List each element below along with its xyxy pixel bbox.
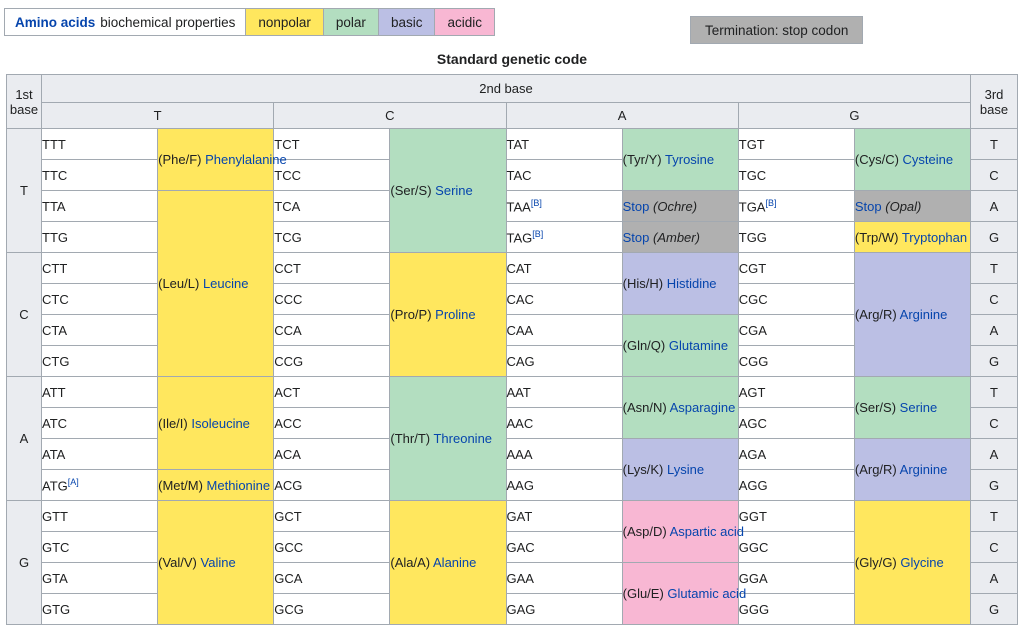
codon-AGG: AGG xyxy=(738,470,854,501)
codon-TGC: TGC xyxy=(738,160,854,191)
aa-name-thr[interactable]: Threonine xyxy=(433,431,493,446)
aa-name-tyr[interactable]: Tyrosine xyxy=(665,152,715,167)
stop-label-opal[interactable]: Stop xyxy=(854,198,882,214)
codon-AAC: AAC xyxy=(506,408,622,439)
third-base-A-1: A xyxy=(971,191,1018,222)
codon-TTC: TTC xyxy=(42,160,158,191)
aa-code-val: (Val/V) xyxy=(158,555,197,570)
aa-code-ala: (Ala/A) xyxy=(390,555,431,570)
codon-TAA-text: TAA xyxy=(506,199,531,215)
codon-GTG: GTG xyxy=(42,594,158,625)
codon-CCG: CCG xyxy=(274,346,390,377)
codon-CGT: CGT xyxy=(738,253,854,284)
aa-name-asn[interactable]: Asparagine xyxy=(669,400,736,415)
aa-name-trp[interactable]: Tryptophan xyxy=(901,229,968,245)
third-base-G-3: G xyxy=(971,470,1018,501)
codon-CCC: CCC xyxy=(274,284,390,315)
aa-name-ile[interactable]: Isoleucine xyxy=(191,415,250,431)
codon-CGC: CGC xyxy=(738,284,854,315)
codon-TGG: TGG xyxy=(738,222,854,253)
stop-amber xyxy=(622,222,738,253)
ref-met-ATG[interactable]: [A] xyxy=(67,476,79,487)
third-base-G-1: G xyxy=(971,222,1018,253)
aa-proline xyxy=(390,253,506,377)
header-first-base-line2: base xyxy=(9,101,39,117)
codon-TAA xyxy=(506,191,622,222)
aa-name-lys[interactable]: Lysine xyxy=(666,462,705,477)
codon-TGT: TGT xyxy=(738,129,854,160)
aa-name-arg-c[interactable]: Arginine xyxy=(899,307,948,322)
header-2nd-base-T: T xyxy=(42,103,274,129)
genetic-code-page xyxy=(0,8,1024,642)
codon-CAA: CAA xyxy=(506,315,622,346)
codon-ATA: ATA xyxy=(42,439,158,470)
header-second-base: 2nd base xyxy=(42,75,971,103)
codon-GCG: GCG xyxy=(274,594,390,625)
first-base-C: C xyxy=(7,253,42,377)
first-base-T: T xyxy=(7,129,42,253)
codon-CAC: CAC xyxy=(506,284,622,315)
codon-ATG-text: ATG xyxy=(42,478,68,494)
aa-serine-T xyxy=(390,129,506,253)
codon-AAT: AAT xyxy=(506,377,622,408)
codon-GAG: GAG xyxy=(506,594,622,625)
legend-chip-nonpolar: nonpolar xyxy=(246,8,324,36)
aa-code-his: (His/H) xyxy=(622,276,664,291)
third-base-C-1: C xyxy=(971,160,1018,191)
codon-ACG: ACG xyxy=(274,470,390,501)
codon-TCG: TCG xyxy=(274,222,390,253)
first-base-A: A xyxy=(7,377,42,501)
codon-TCC: TCC xyxy=(274,160,390,191)
third-base-G-2: G xyxy=(971,346,1018,377)
header-first-base-line1: 1st xyxy=(15,86,33,102)
codon-TCT: TCT xyxy=(274,129,390,160)
header-2nd-base-A: A xyxy=(506,103,738,129)
aa-code-ile: (Ile/I) xyxy=(158,415,188,431)
third-base-G-4: G xyxy=(971,594,1018,625)
aa-histidine xyxy=(622,253,738,315)
aa-glutamine xyxy=(622,315,738,377)
codon-GTC: GTC xyxy=(42,532,158,563)
aa-aspartic-acid xyxy=(622,501,745,563)
header-2nd-base-C: C xyxy=(274,103,506,129)
third-base-T-3: T xyxy=(971,377,1018,408)
aa-code-tyr: (Tyr/Y) xyxy=(622,152,662,167)
table-row xyxy=(7,191,1018,222)
codon-ATC: ATC xyxy=(42,408,158,439)
ref-stop-TAG[interactable]: [B] xyxy=(532,228,544,239)
codon-GAT: GAT xyxy=(506,501,622,532)
third-base-A-2: A xyxy=(971,315,1018,346)
aa-name-met[interactable]: Methionine xyxy=(206,477,271,493)
aa-threonine xyxy=(390,377,506,501)
table-header-row-1 xyxy=(7,75,1018,103)
aa-name-his[interactable]: Histidine xyxy=(666,276,717,291)
aa-code-asp: (Asp/D) xyxy=(622,524,667,539)
codon-AAG: AAG xyxy=(506,470,622,501)
standard-genetic-code-table xyxy=(6,74,1018,625)
aa-cysteine xyxy=(854,129,970,191)
codon-ACC: ACC xyxy=(274,408,390,439)
codon-CGG: CGG xyxy=(738,346,854,377)
aa-code-met: (Met/M) xyxy=(158,477,203,493)
aa-arginine-A xyxy=(854,439,970,501)
codon-GGT: GGT xyxy=(738,501,854,532)
stop-ochre xyxy=(622,191,738,222)
third-base-A-4: A xyxy=(971,563,1018,594)
codon-TTT: TTT xyxy=(42,129,158,160)
aa-code-trp: (Trp/W) xyxy=(854,229,899,245)
aa-name-phe[interactable]: Phenylalanine xyxy=(205,152,287,167)
codon-AGT: AGT xyxy=(738,377,854,408)
codon-TGA xyxy=(738,191,854,222)
aa-serine-A xyxy=(854,377,970,439)
codon-CTG: CTG xyxy=(42,346,158,377)
codon-GGA: GGA xyxy=(738,563,854,594)
stop-label-ochre[interactable]: Stop xyxy=(622,198,650,214)
aa-asparagine xyxy=(622,377,738,439)
codon-CAT: CAT xyxy=(506,253,622,284)
aa-name-gln[interactable]: Glutamine xyxy=(668,338,729,353)
aa-name-glu[interactable]: Glutamic acid xyxy=(667,586,747,601)
table-row xyxy=(7,377,1018,408)
third-base-T-2: T xyxy=(971,253,1018,284)
codon-CAG: CAG xyxy=(506,346,622,377)
codon-CCA: CCA xyxy=(274,315,390,346)
aa-lysine xyxy=(622,439,738,501)
codon-GAA: GAA xyxy=(506,563,622,594)
aa-name-leu[interactable]: Leucine xyxy=(202,276,249,291)
aa-code-cys: (Cys/C) xyxy=(854,152,899,167)
aa-valine xyxy=(158,501,274,625)
codon-TGA-text: TGA xyxy=(738,199,766,215)
third-base-C-2: C xyxy=(971,284,1018,315)
third-base-A-3: A xyxy=(971,439,1018,470)
codon-TAG xyxy=(506,222,622,253)
legend-chip-acidic: acidic xyxy=(435,8,495,36)
ref-stop-TGA[interactable]: [B] xyxy=(765,197,777,208)
aa-isoleucine xyxy=(158,377,274,470)
aa-code-thr: (Thr/T) xyxy=(390,431,431,446)
table-header-row-2 xyxy=(7,103,1018,129)
third-base-C-4: C xyxy=(971,532,1018,563)
stop-label-amber[interactable]: Stop xyxy=(622,229,650,245)
aa-code-arg-a: (Arg/R) xyxy=(854,462,897,477)
codon-GCC: GCC xyxy=(274,532,390,563)
aa-name-ser-a[interactable]: Serine xyxy=(899,400,938,415)
aa-name-pro[interactable]: Proline xyxy=(435,307,476,322)
codon-CTT: CTT xyxy=(42,253,158,284)
aa-code-glu: (Glu/E) xyxy=(622,586,664,601)
codon-ACA: ACA xyxy=(274,439,390,470)
aa-arginine-C xyxy=(854,253,970,377)
aa-code-gly: (Gly/G) xyxy=(854,555,897,570)
aa-code-lys: (Lys/K) xyxy=(622,462,664,477)
aa-name-cys[interactable]: Cysteine xyxy=(902,152,954,167)
aa-glutamic-acid xyxy=(622,563,747,625)
third-base-C-3: C xyxy=(971,408,1018,439)
header-2nd-base-G: G xyxy=(738,103,970,129)
stop-alias-amber: (Amber) xyxy=(653,229,700,245)
aa-code-gln: (Gln/Q) xyxy=(622,338,666,353)
codon-CTA: CTA xyxy=(42,315,158,346)
codon-GAC: GAC xyxy=(506,532,622,563)
page-title: Standard genetic code xyxy=(436,51,588,67)
aa-glycine xyxy=(854,501,970,625)
codon-AGC: AGC xyxy=(738,408,854,439)
codon-TAT: TAT xyxy=(506,129,622,160)
legend-description: biochemical properties xyxy=(100,14,236,30)
codon-CCT: CCT xyxy=(274,253,390,284)
aa-code-ser-a: (Ser/S) xyxy=(854,400,897,415)
aa-name-ser-t[interactable]: Serine xyxy=(435,183,473,198)
header-first-base xyxy=(7,75,42,129)
aa-name-arg-a[interactable]: Arginine xyxy=(899,462,948,477)
codon-TAG-text: TAG xyxy=(506,230,533,246)
codon-CGA: CGA xyxy=(738,315,854,346)
aa-code-phe: (Phe/F) xyxy=(158,152,202,167)
aa-tryptophan xyxy=(854,222,970,253)
aa-name-ala[interactable]: Alanine xyxy=(433,555,477,570)
aa-leucine xyxy=(158,191,274,377)
codon-TCA: TCA xyxy=(274,191,390,222)
codon-CTC: CTC xyxy=(42,284,158,315)
aa-code-pro: (Pro/P) xyxy=(390,307,432,322)
aa-code-arg-c: (Arg/R) xyxy=(854,307,897,322)
aa-name-gly[interactable]: Glycine xyxy=(900,555,944,570)
codon-TTG: TTG xyxy=(42,222,158,253)
header-third-base xyxy=(971,75,1018,129)
first-base-G: G xyxy=(7,501,42,625)
aa-methionine xyxy=(158,470,274,501)
legend-chip-basic: basic xyxy=(379,8,436,36)
codon-AGA: AGA xyxy=(738,439,854,470)
aa-code-leu: (Leu/L) xyxy=(158,276,200,291)
codon-GTT: GTT xyxy=(42,501,158,532)
codon-GCT: GCT xyxy=(274,501,390,532)
legend-chip-polar: polar xyxy=(324,8,379,36)
codon-TAC: TAC xyxy=(506,160,622,191)
aa-name-val[interactable]: Valine xyxy=(200,555,236,570)
legend-termination: Termination: stop codon xyxy=(690,16,863,44)
header-third-base-line1: 3rd xyxy=(984,86,1004,102)
codon-GGC: GGC xyxy=(738,532,854,563)
amino-acids-link[interactable]: Amino acids xyxy=(15,14,96,30)
stop-alias-opal: (Opal) xyxy=(885,198,922,214)
table-row xyxy=(7,501,1018,532)
codon-AAA: AAA xyxy=(506,439,622,470)
codon-ATT: ATT xyxy=(42,377,158,408)
third-base-T-4: T xyxy=(971,501,1018,532)
third-base-T-1: T xyxy=(971,129,1018,160)
header-third-base-line2: base xyxy=(979,101,1009,117)
codon-GCA: GCA xyxy=(274,563,390,594)
aa-tyrosine xyxy=(622,129,738,191)
aa-name-asp[interactable]: Aspartic acid xyxy=(669,524,745,539)
aa-code-asn: (Asn/N) xyxy=(622,400,667,415)
codon-GTA: GTA xyxy=(42,563,158,594)
codon-GGG: GGG xyxy=(738,594,854,625)
table-row xyxy=(7,129,1018,160)
codon-ATG xyxy=(42,470,158,501)
aa-alanine xyxy=(390,501,506,625)
aa-code-ser-t: (Ser/S) xyxy=(390,183,432,198)
codon-ACT: ACT xyxy=(274,377,390,408)
ref-stop-TAA[interactable]: [B] xyxy=(530,197,542,208)
legend-bar xyxy=(4,8,1024,36)
codon-TTA: TTA xyxy=(42,191,158,222)
stop-alias-ochre: (Ochre) xyxy=(653,198,698,214)
legend-amino-acids xyxy=(4,8,246,36)
stop-opal xyxy=(854,191,970,222)
